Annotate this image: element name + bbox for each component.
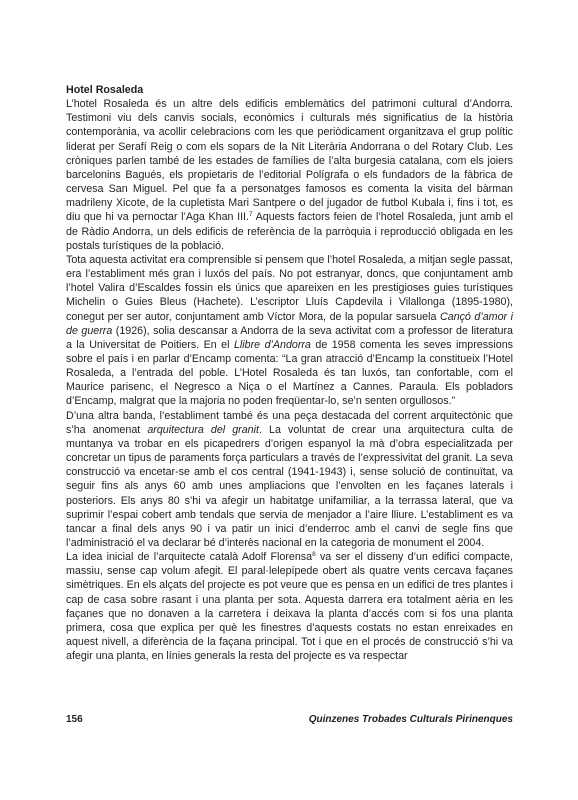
italic-text: Llibre d’Andorra <box>233 338 311 351</box>
paragraph <box>66 253 513 409</box>
paragraph <box>66 409 513 551</box>
page-footer <box>66 714 513 728</box>
paragraph <box>66 97 513 253</box>
text-run: . La voluntat de crear una arquitectura culta de muntanya va trobar en els picapedrers d’origen espanyol la mà d’obra especialitzada per concretar un tipus de paraments força particulars a través de l’expressivitat del granit. La seva construcció va encetar-se amb el cos central (1941-1943) i, sense solució de continuïtat, va seguir fins als anys 60 amb unes ampliacions que l’envolten en les façanes laterals i posteriors. Els anys 80 s’hi va afegir un habitatge unifamiliar, a la terrassa lateral, que va suprimir l’espai cobert amb tendals que servia de menjador a l’aire lliure. L’establiment es va tancar a final dels anys 90 i va patir un inici d’enderroc amb el canvi de segle fins que l’administració el va declarar bé d’interès nacional en la categoria de monument el 2004. <box>66 423 514 549</box>
text-run: L’hotel Rosaleda és un altre dels edificis emblemàtics del patrimoni cultural d’Andorra. Testimoni viu dels canvis socials, econòmics i culturals més significatius de la història contemporània, va acollir celebracions com les que periòdicament organitzava el grup polític liderat per Serafí Reig o com els sopars de la Nit Literària Andorrana o del Rotary Club. Les cròniques parlen també de les estades de famílies de l’alta burgesia catalana, com els joiers barcelonins Bagués, els propietaris de l’editorial Polígrafa o els fundadors de la fàbrica de cervesa San Miguel. Pel que fa a personatges famosos es comenta la visita del bàrman madrileny Xicote, de la cupletista Mari Santpere o del jugador de futbol Kubala i, fins i tot, es diu que hi va pernoctar l’Aga Khan III. <box>66 98 513 224</box>
footnote-marker: 7 <box>248 211 253 219</box>
running-title: Quinzenes Trobades Culturals Pirinenques <box>308 714 513 725</box>
text-run: (1926), solia descansar a Andorra de la seva activitat com a professor de literatura a la Universitat de Poitiers. En el <box>66 324 513 351</box>
text-run: de 1958 comenta les seves impressions sobre el país i en parlar d’Encamp comenta: “La gran atracció d’Encamp la constitueix l’Hotel Rosaleda, a l’entrada del poble. L’Hotel Rosaleda és tan luxós, tan confortable, com el Maurice parisenc, el Negresco a Niça o el Martínez a Cannes. Paraula. Els pobladors d’Encamp, malgrat que la majoria no poden freqüentar-lo, se’n senten orgullosos.” <box>66 338 513 408</box>
text-run: D’una altra banda, l’establiment també és una peça destacada del corrent arquitectònic que s’ha anomenat <box>66 409 513 436</box>
paragraph <box>66 550 513 663</box>
text-run: Aquests factors feien de l’hotel Rosaleda, junt amb el de Ràdio Andorra, un dels edificis de referència de la parròquia i reproducció obligada en les postals turístiques de la població. <box>66 211 513 252</box>
section-heading: Hotel Rosaleda <box>66 84 144 96</box>
text-run: va ser el disseny d’un edifici compacte, massiu, sense cap volum afegit. El paral·lelepípede obert als quatre vents cercava façanes simètriques. En els alçats del projecte es pot veure que es pensa en un edifici de tres plantes i cap de casa sobre rasant i una planta per sota. Aquesta darrera era totalment aèria en les façanes que no donaven a la carretera i deixava la planta d’accés com si fos una planta primera, cosa que explica per què les finestres d’aquests costats no estan enreixades en aquest nivell, a diferència de la façana principal. Tot i que en el procés de construcció s’hi va afegir una planta, en línies generals la resta del projecte es va respectar <box>66 551 513 663</box>
italic-text: arquitectura del granit <box>147 423 259 436</box>
paragraph-container <box>66 97 513 663</box>
footnote-marker: 8 <box>312 551 316 559</box>
italic-text: Cançó d’amor i de guerra <box>66 310 513 337</box>
page-number: 156 <box>66 714 83 725</box>
article-body <box>66 83 513 663</box>
text-run: La idea inicial de l’arquitecte català Adolf Florensa <box>66 551 313 564</box>
text-run: Tota aquesta activitat era comprensible si pensem que l’hotel Rosaleda, a mitjan segle passat, era l’establiment més gran i luxós del país. No pot estranyar, doncs, que conjuntament amb l’hotel Valira d’Escaldes fossin els únics que apareixen en les prestigioses guies turístiques Michelin o Guies Bleus (Hachete). L’escriptor Lluís Capdevila i Vilallonga (1895-1980), conegut per ser autor, conjuntament amb Víctor Mora, de la popular sarsuela <box>66 253 513 323</box>
